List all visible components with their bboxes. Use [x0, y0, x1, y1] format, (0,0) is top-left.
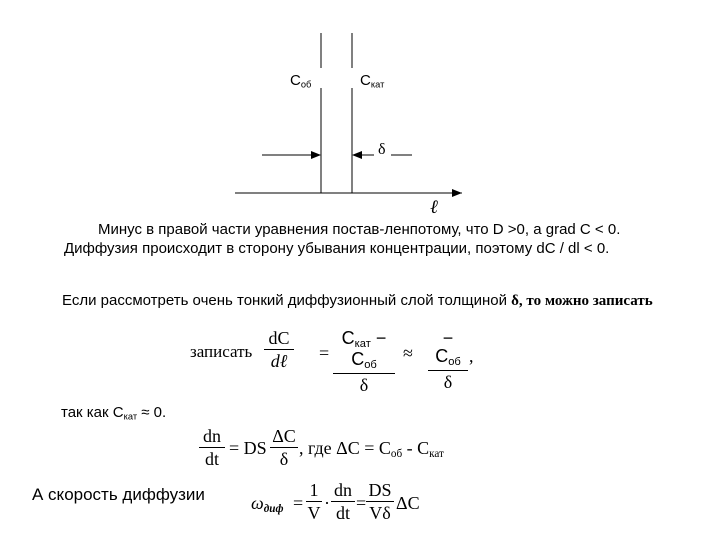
fraction-dc-dl: dC dℓ — [264, 329, 294, 370]
formula-3-tail: ΔC — [396, 493, 420, 513]
l-axis-label: ℓ — [430, 197, 438, 218]
formula-2-eq: = DS — [229, 438, 267, 458]
paragraph-1-line-1: Минус в правой части уравнения постав-ленпотому, что D >0, a grad C < 0. — [98, 221, 621, 238]
delta-label: δ — [378, 141, 386, 158]
formula-1-eq: = — [319, 343, 330, 363]
fraction-ds-vdelta: DS Vδ — [366, 481, 394, 522]
so-as-line: так как $C_{кат} \approx 0$. — [61, 404, 167, 422]
l-axis-arrowhead — [452, 189, 462, 197]
formula-3-dot: · — [324, 493, 330, 513]
c-kat-label: $C_{кат}$ — [360, 72, 385, 90]
fraction-dn-dt: dn dt — [199, 427, 225, 468]
c-ob-label: $C_{об}$ — [290, 72, 312, 90]
speed-label: А скорость диффузии — [32, 485, 205, 504]
paragraph-1-line-2: Диффузия происходит в сторону убывания концентрации, поэтому dC / dl < 0. — [64, 240, 610, 257]
fraction-dn-dt-2: dn dt — [331, 481, 355, 522]
formula-1-comma: , — [469, 346, 474, 366]
formula-3-eq1: = — [293, 493, 304, 513]
paragraph-2 — [62, 292, 653, 310]
fraction-1-v: 1 V — [307, 480, 321, 523]
left-arrowhead — [311, 151, 321, 159]
diffusion-layer-diagram — [0, 0, 720, 220]
fraction-cob-delta: − $C_{об}$ δ — [428, 329, 468, 391]
fraction-dc-delta: ΔC δ — [270, 427, 298, 468]
right-arrowhead — [352, 151, 362, 159]
formula-2-rest: , где $\Delta C = C_{об} - C_{кат}$ — [299, 438, 444, 460]
formula-1-approx: ≈ — [403, 343, 413, 363]
paragraph-2-serif: , то можно записать — [518, 293, 653, 309]
omega-dif: $\omega_{диф}$ — [251, 493, 284, 515]
fraction-ckat-cob: $C_{кат} - C_{об}$ δ — [333, 329, 395, 394]
formula-3-eq2: = — [356, 493, 367, 513]
paragraph-2-text: Если рассмотреть очень тонкий диффузионный слой толщиной — [62, 292, 512, 309]
formula-1-label: записать — [190, 342, 253, 361]
paragraph-2-delta: δ — [511, 293, 519, 309]
